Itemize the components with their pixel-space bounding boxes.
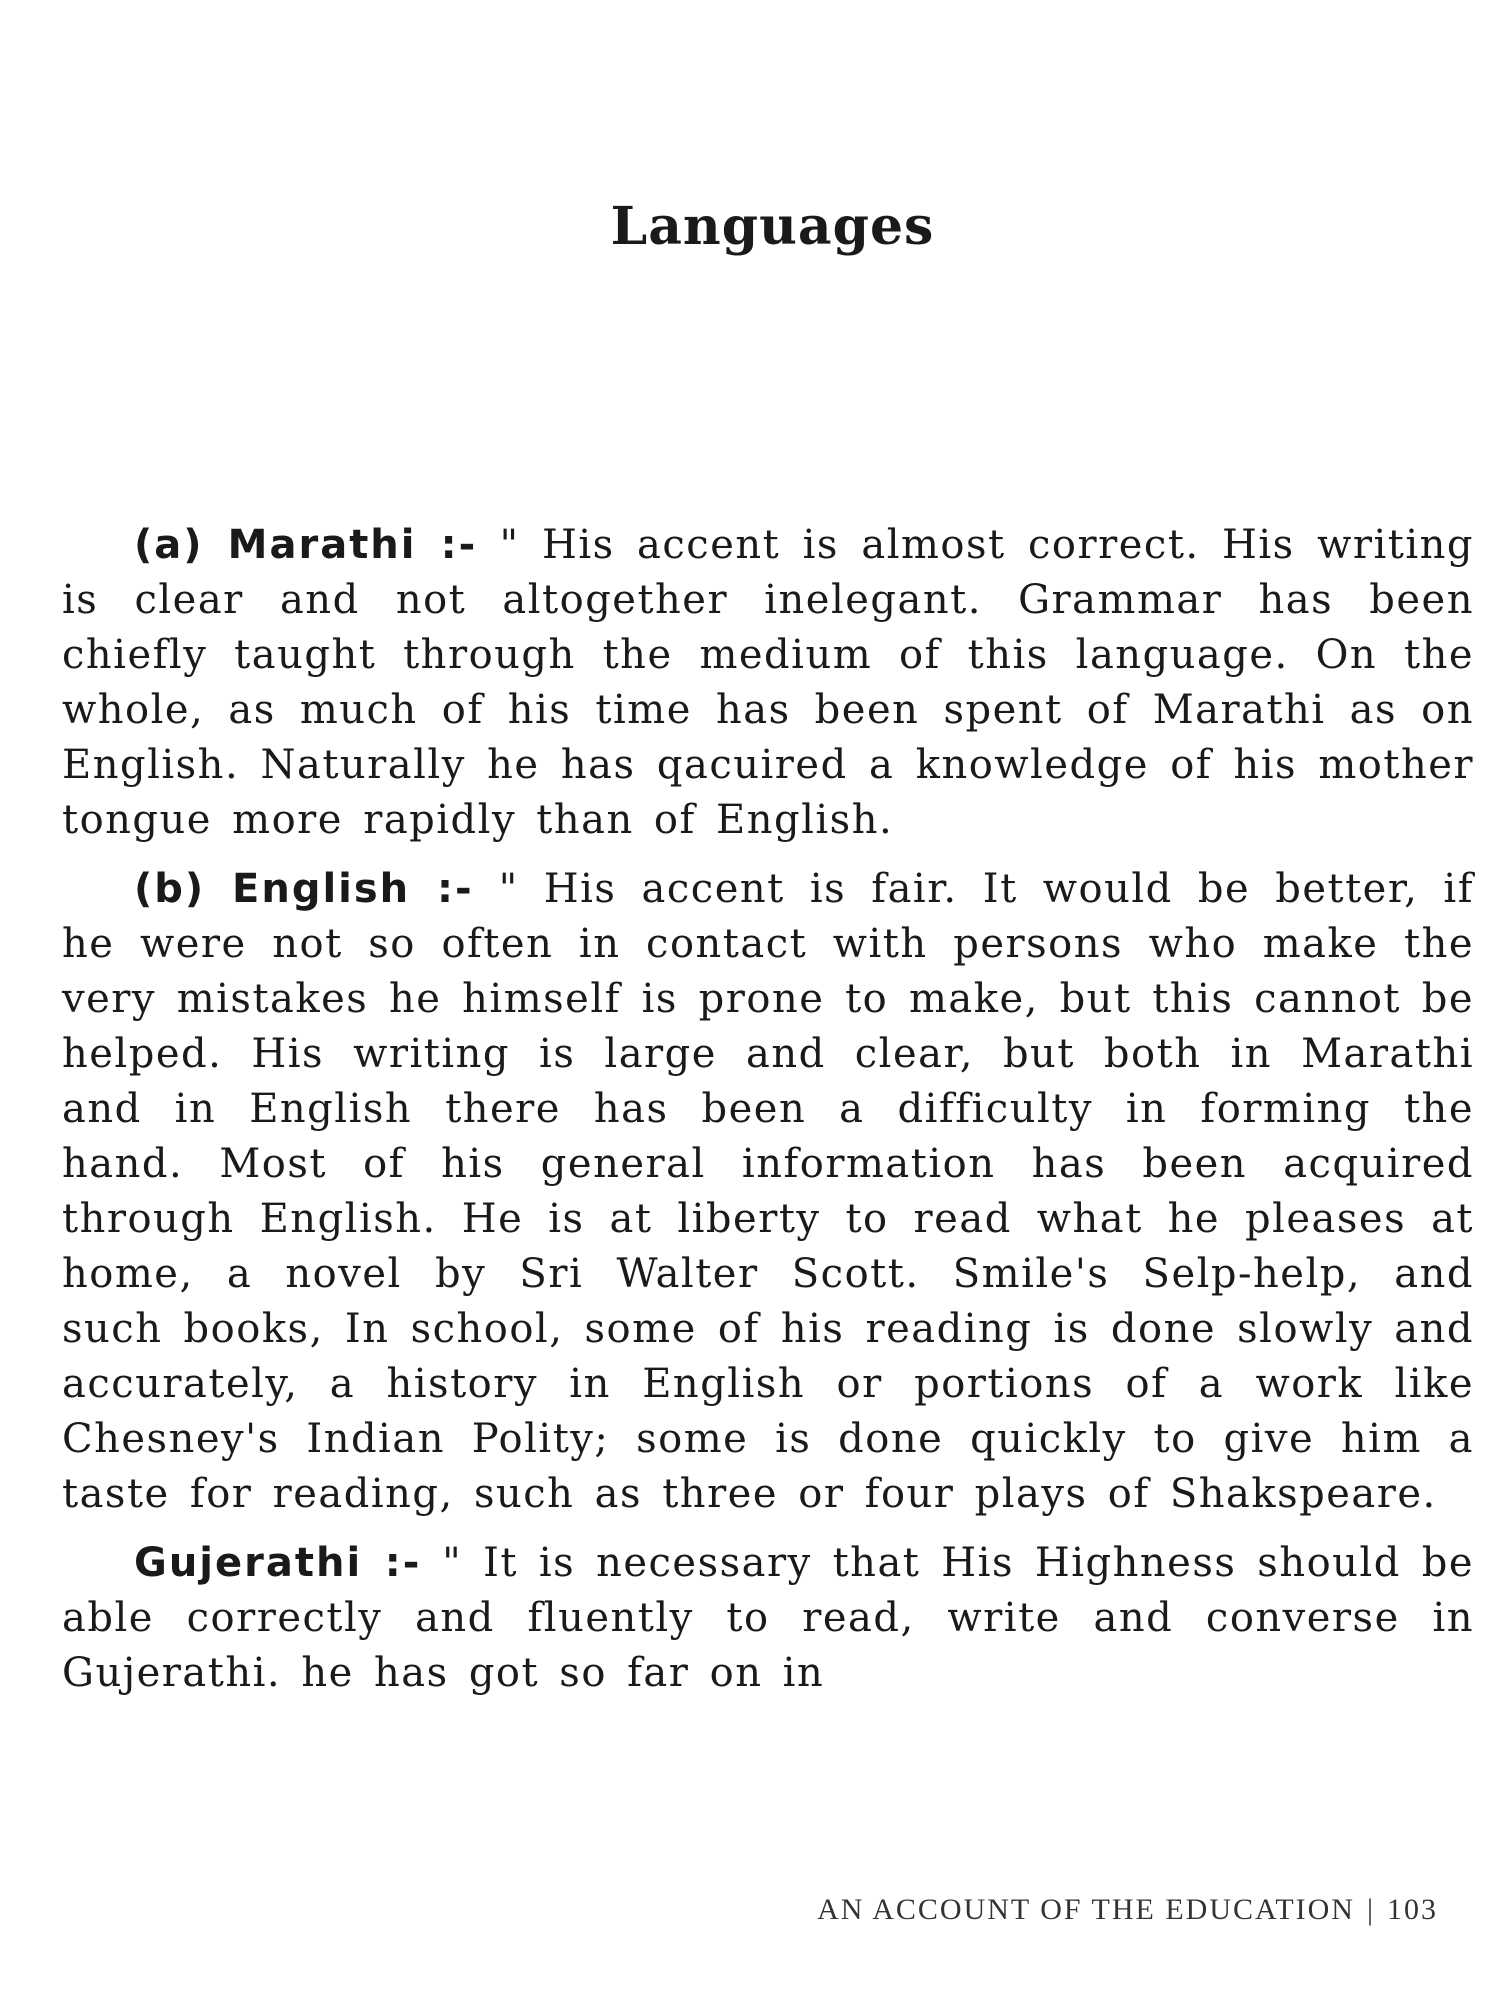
- paragraph-gujerathi: [62, 1536, 1474, 1701]
- paragraph-text-gujerathi: " It is necessary that His Highness should be able correctly and fluently to read, write and converse in Gujerathi. he has got so far on in: [62, 1540, 1475, 1696]
- page-footer: [817, 1893, 1438, 1927]
- paragraph-lead-gujerathi: Gujerathi :-: [134, 1540, 422, 1586]
- body-text: [62, 518, 1474, 1701]
- page-title: Languages: [610, 196, 935, 257]
- paragraph-marathi: [62, 518, 1474, 848]
- paragraph-lead-english: (b) English :-: [134, 866, 474, 912]
- paragraph-english: [62, 862, 1474, 1522]
- running-title: AN ACCOUNT OF THE EDUCATION: [817, 1893, 1355, 1926]
- paragraph-lead-marathi: (a) Marathi :-: [134, 522, 478, 568]
- paragraph-text-marathi: " His accent is almost correct. His writing is clear and not altogether inelegant. Grammar has been chiefly taught through the medium of this language. On the whole, as much of his time has been spent of Marathi as on English. Naturally he has qacuired a knowledge of his mother tongue more rapidly than of English.: [62, 522, 1475, 843]
- page-number: 103: [1387, 1893, 1438, 1926]
- paragraph-text-english: " His accent is fair. It would be better, if he were not so often in contact with persons who make the very mistakes he himself is prone to make, but this cannot be helped. His writing is large and clear, but both in Marathi and in English there has been a difficulty in forming the hand. Most of his general information has been acquired through English. He is at liberty to read what he pleases at home, a novel by Sri Walter Scott. Smile's Selp-help, and such books, In school, some of his reading is done slowly and accurately, a history in English or portions of a work like Chesney's Indian Polity; some is done quickly to give him a taste for reading, such as three or four plays of Shakspeare.: [62, 866, 1474, 1517]
- footer-separator: |: [1366, 1893, 1375, 1926]
